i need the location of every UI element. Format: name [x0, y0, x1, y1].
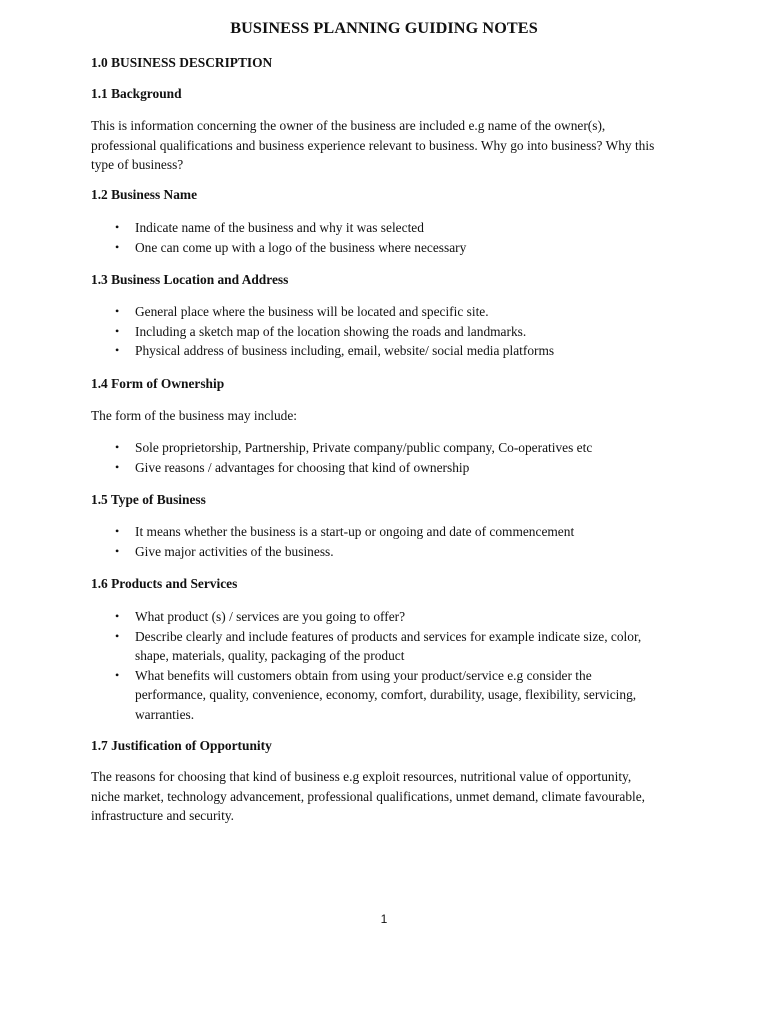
list-item — [91, 627, 711, 666]
list-item-text: What benefits will customers obtain from using your product/service e.g consider the — [135, 667, 592, 683]
bullet-icon: • — [115, 304, 120, 318]
list-item — [91, 607, 711, 627]
bullet-list-form-of-ownership — [91, 438, 711, 477]
bullet-icon: • — [115, 459, 120, 474]
heading-form-of-ownership: 1.4 Form of Ownership — [91, 376, 225, 391]
list-item — [91, 438, 711, 458]
bullet-icon: • — [115, 440, 120, 454]
paragraph-line: The form of the business may include: — [91, 408, 298, 423]
list-item — [91, 522, 711, 542]
list-item-text: Describe clearly and include features of products and services for example indicate size, color, — [135, 628, 642, 644]
list-item — [91, 302, 711, 322]
heading-background: 1.1 Background — [91, 86, 182, 101]
list-item — [91, 666, 711, 725]
heading-products-and-services: 1.6 Products and Services — [91, 576, 238, 591]
bullet-icon: • — [115, 524, 120, 538]
bullet-icon: • — [115, 239, 120, 254]
list-item-text: Give reasons / advantages for choosing that kind of ownership — [135, 459, 470, 475]
paragraph-line: infrastructure and security. — [91, 808, 235, 823]
bullet-list-products-and-services — [91, 607, 711, 724]
list-item — [91, 542, 711, 562]
heading-business-location: 1.3 Business Location and Address — [91, 272, 289, 287]
heading-type-of-business: 1.5 Type of Business — [91, 492, 206, 507]
bullet-list-business-name — [91, 218, 711, 257]
list-item-text: It means whether the business is a start-up or ongoing and date of commencement — [135, 524, 575, 539]
bullet-icon: • — [115, 543, 120, 558]
list-item — [91, 218, 711, 238]
bullet-icon: • — [115, 323, 120, 338]
paragraph-line: This is information concerning the owner of the business are included e.g name of the owner(s), — [91, 118, 606, 133]
list-item — [91, 322, 711, 342]
list-item-text: Physical address of business including, email, website/ social media platforms — [135, 343, 555, 358]
bullet-icon: • — [115, 609, 120, 623]
heading-business-name: 1.2 Business Name — [91, 187, 198, 202]
bullet-icon: • — [115, 343, 120, 357]
bullet-icon: • — [115, 667, 120, 682]
heading-justification-of-opportunity: 1.7 Justification of Opportunity — [91, 738, 272, 753]
list-item-text: Indicate name of the business and why it was selected — [135, 220, 424, 235]
list-item-text: Give major activities of the business. — [135, 543, 334, 559]
paragraph-line: The reasons for choosing that kind of business e.g exploit resources, nutritional value of opportunity, — [91, 769, 632, 784]
paragraph-line: type of business? — [91, 157, 184, 172]
paragraph-line: niche market, technology advancement, professional qualifications, unmet demand, climate favourable, — [91, 788, 646, 804]
document-title: BUSINESS PLANNING GUIDING NOTES — [230, 19, 538, 37]
list-item — [91, 458, 711, 478]
paragraph-line: professional qualifications and business experience relevant to business. Why go into business? Why this — [91, 137, 655, 153]
list-item-text: performance, quality, convenience, economy, comfort, durability, usage, flexibility, servicing, — [135, 687, 637, 702]
list-item-text: shape, materials, quality, packaging of the product — [135, 648, 405, 663]
paragraph-justification — [91, 767, 691, 826]
bullet-list-type-of-business — [91, 522, 711, 561]
list-item-text: warranties. — [135, 706, 195, 722]
section-heading-business-description: 1.0 BUSINESS DESCRIPTION — [91, 55, 273, 70]
list-item-text: Including a sketch map of the location showing the roads and landmarks. — [135, 323, 527, 339]
bullet-icon: • — [115, 628, 120, 643]
paragraph-background — [91, 116, 691, 175]
list-item-text: General place where the business will be located and specific site. — [135, 304, 489, 319]
list-item-text: What product (s) / services are you going to offer? — [135, 609, 406, 624]
page-number: 1 — [380, 912, 388, 926]
list-item-text: One can come up with a logo of the business where necessary — [135, 239, 467, 255]
list-item — [91, 341, 711, 361]
list-item — [91, 238, 711, 258]
paragraph-ownership-intro — [91, 406, 691, 426]
list-item-text: Sole proprietorship, Partnership, Private company/public company, Co-operatives etc — [135, 440, 593, 455]
bullet-icon: • — [115, 220, 120, 234]
bullet-list-business-location — [91, 302, 711, 361]
